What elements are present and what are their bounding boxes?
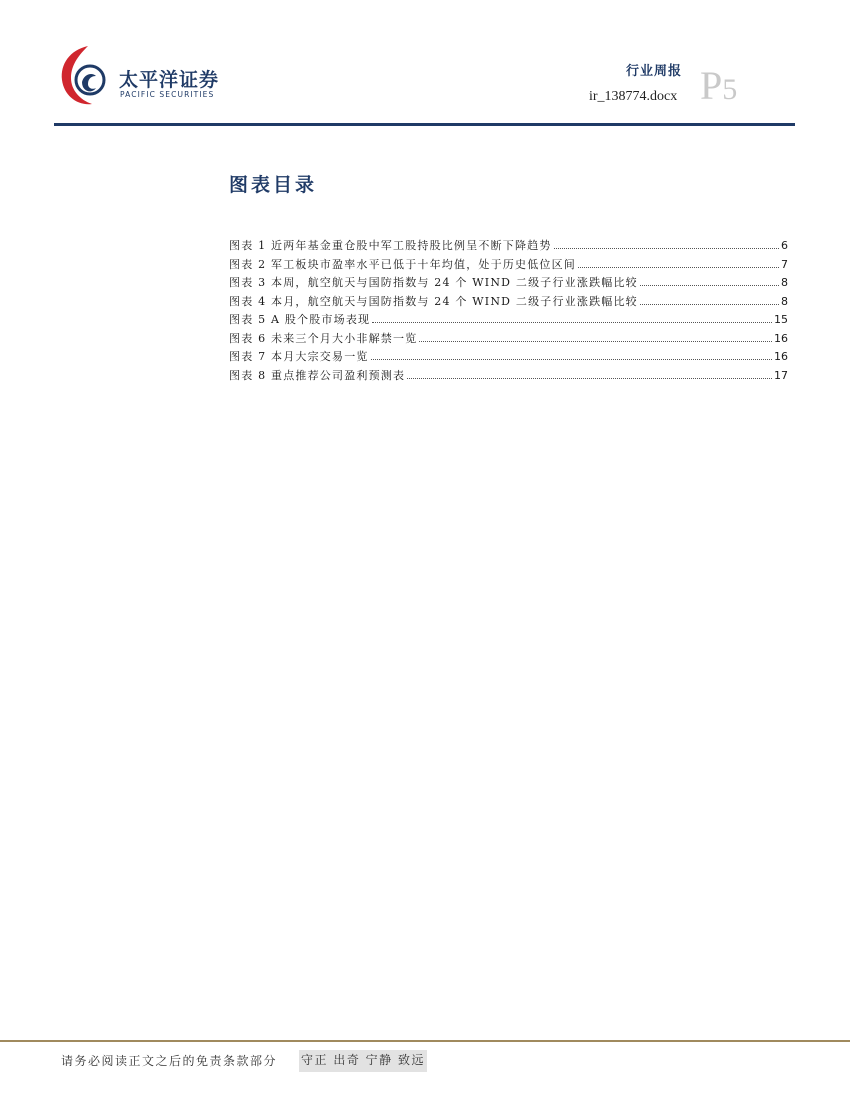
toc-item-page: 6 (781, 239, 788, 252)
logo-english-name: PACIFIC SECURITIES (120, 90, 215, 99)
toc-leader-dots (407, 377, 772, 379)
toc-item-label: 图表 1 近两年基金重仓股中军工股持股比例呈不断下降趋势 (229, 239, 552, 252)
toc-item-label: 图表 3 本周，航空航天与国防指数与 24 个 WIND 二级子行业涨跌幅比较 (229, 276, 638, 289)
toc-item-label: 图表 4 本月，航空航天与国防指数与 24 个 WIND 二级子行业涨跌幅比较 (229, 294, 638, 308)
toc-item[interactable] (229, 330, 788, 349)
toc-item[interactable] (229, 348, 788, 367)
page-label: P (700, 63, 723, 108)
toc-item-page: 8 (781, 276, 788, 289)
toc-item-label: 图表 6 未来三个月大小非解禁一览 (229, 331, 418, 345)
footer-disclaimer: 请务必阅读正文之后的免责条款部分 (61, 1054, 278, 1068)
toc-item-page: 8 (781, 294, 788, 308)
toc-leader-dots (578, 266, 779, 268)
toc-leader-dots (419, 340, 772, 342)
page-number-value: 5 (722, 73, 738, 106)
toc-item-label: 图表 2 军工板块市盈率水平已低于十年均值，处于历史低位区间 (229, 257, 576, 271)
toc-item-page: 15 (774, 313, 788, 326)
toc-item-page: 16 (774, 350, 788, 363)
toc-title: 图表目录 (229, 174, 318, 196)
header-divider (54, 123, 795, 126)
toc-item-label: 图表 7 本月大宗交易一览 (229, 350, 369, 363)
toc-item-page: 16 (774, 331, 788, 345)
toc-item[interactable] (229, 256, 788, 275)
toc-item[interactable] (229, 311, 788, 330)
toc-item-label: 图表 5 A 股个股市场表现 (229, 313, 371, 326)
toc-item[interactable] (229, 237, 788, 256)
toc-item-page: 7 (781, 257, 788, 271)
toc-item[interactable] (229, 293, 788, 312)
toc-item-page: 17 (774, 368, 788, 382)
toc-item[interactable] (229, 274, 788, 293)
footer-divider (0, 1040, 850, 1042)
page-number (700, 63, 738, 108)
toc-leader-dots (640, 303, 779, 305)
logo-chinese-name: 太平洋证券 (119, 69, 220, 91)
toc-leader-dots (371, 358, 772, 360)
toc-leader-dots (640, 284, 779, 286)
toc-item[interactable] (229, 367, 788, 386)
pacific-securities-logo-icon (58, 44, 114, 108)
toc-leader-dots (372, 321, 772, 323)
footer-motto: 守正 出奇 宁静 致远 (299, 1050, 427, 1072)
toc-leader-dots (554, 247, 779, 249)
table-of-figures (229, 237, 788, 385)
document-filename: ir_138774.docx (589, 89, 678, 104)
company-logo (58, 44, 248, 108)
toc-item-label: 图表 8 重点推荐公司盈利预测表 (229, 368, 406, 382)
report-type: 行业周报 (626, 64, 683, 79)
